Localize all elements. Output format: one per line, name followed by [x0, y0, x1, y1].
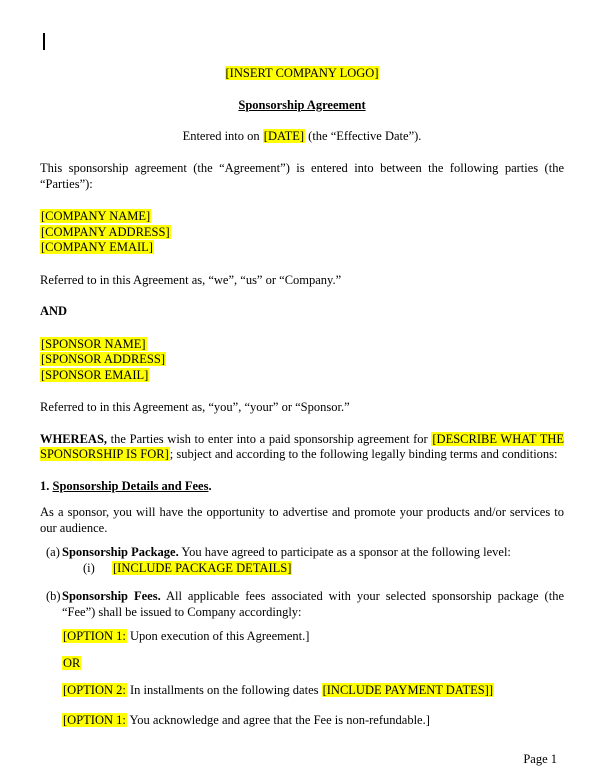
option-1-label-highlight[interactable]: [OPTION 1: — [63, 629, 126, 643]
option-2-label-highlight[interactable]: [OPTION 2: — [63, 683, 126, 697]
list-item-b-marker: (b) — [46, 589, 61, 603]
sponsor-address-line — [40, 352, 564, 368]
or-highlight[interactable]: OR — [63, 655, 81, 670]
list-item-a — [40, 545, 564, 576]
logo-placeholder-line — [40, 66, 564, 82]
logo-placeholder[interactable]: [INSERT COMPANY LOGO] — [225, 65, 379, 80]
effective-date-pre: Entered into on — [182, 128, 263, 143]
page-number-footer: Page 1 — [523, 752, 557, 766]
item-a-text: You have agreed to participate as a sponsor at the following level: — [178, 545, 511, 559]
and-separator: AND — [40, 304, 68, 318]
whereas-text-before: the Parties wish to enter into a paid sponsorship agreement for — [107, 431, 432, 446]
document-title-line — [40, 98, 564, 114]
text-cursor-caret — [43, 33, 45, 50]
payment-dates-placeholder[interactable]: [INCLUDE PAYMENT DATES]] — [322, 683, 493, 697]
option-3-text: You acknowledge and agree that the Fee is non-refundable.] — [126, 712, 430, 727]
option-2-text: In installments on the following dates — [126, 683, 322, 697]
payment-option-3 — [62, 713, 564, 729]
sponsor-name-placeholder[interactable]: [SPONSOR NAME] — [41, 336, 146, 351]
list-item-a-marker: (a) — [46, 545, 60, 559]
section-1-period: . — [208, 478, 212, 493]
describe-sponsorship-placeholder[interactable]: [DESCRIBE WHAT THE SPONSORSHIP IS FOR] — [40, 431, 564, 461]
option-1b-label-highlight[interactable]: [OPTION 1: — [63, 712, 126, 727]
caret-line — [40, 33, 564, 49]
option-1-text: Upon execution of this Agreement.] — [126, 629, 310, 643]
sponsor-email-placeholder[interactable]: [SPONSOR EMAIL] — [41, 367, 149, 382]
payment-option-or — [62, 656, 564, 672]
item-b-text: All applicable fees associated with your selected sponsorship package (the “Fee”) shall be issued to Company accordingly: — [62, 589, 564, 619]
company-email-placeholder[interactable]: [COMPANY EMAIL] — [41, 240, 153, 254]
whereas-text-after: ; subject and according to the following legally binding terms and conditions: — [169, 447, 558, 461]
whereas-paragraph — [40, 432, 564, 463]
section-1-intro: As a sponsor, you will have the opportunity to advertise and promote your products and/or services to our audience. — [40, 505, 564, 535]
package-details-placeholder[interactable]: [INCLUDE PACKAGE DETAILS] — [113, 560, 292, 575]
payment-option-2 — [62, 683, 564, 699]
company-email-line — [40, 240, 564, 256]
document-title: Sponsorship Agreement — [238, 98, 366, 112]
effective-date-line — [40, 129, 564, 145]
section-1-heading — [40, 479, 564, 495]
section-1-title: Sponsorship Details and Fees — [52, 478, 209, 493]
sponsor-reference: Referred to in this Agreement as, “you”, “your” or “Sponsor.” — [40, 400, 350, 414]
list-item-a-body — [62, 545, 564, 576]
item-b-bold-label: Sponsorship Fees. — [62, 589, 161, 603]
item-a-bold-label: Sponsorship Package. — [62, 545, 179, 559]
list-item-b — [40, 589, 564, 620]
list-item-b-text-line — [62, 589, 564, 620]
payment-option-1 — [62, 629, 564, 645]
sponsor-email-line — [40, 368, 564, 384]
list-item-b-body — [62, 589, 564, 620]
company-address-placeholder[interactable]: [COMPANY ADDRESS] — [41, 224, 170, 239]
sponsor-block — [40, 337, 564, 384]
list-item-a-text-line — [62, 545, 564, 561]
company-name-placeholder[interactable]: [COMPANY NAME] — [41, 209, 151, 223]
company-reference: Referred to in this Agreement as, “we”, “us” or “Company.” — [40, 272, 342, 287]
company-block — [40, 209, 564, 256]
date-placeholder[interactable]: [DATE] — [263, 128, 305, 143]
subitem-i-marker: (i) — [83, 560, 95, 575]
company-address-line — [40, 225, 564, 241]
sponsor-address-placeholder[interactable]: [SPONSOR ADDRESS] — [41, 352, 165, 366]
effective-date-post: (the “Effective Date”). — [305, 128, 422, 143]
whereas-keyword: WHEREAS, — [40, 431, 108, 446]
sponsor-name-line — [40, 337, 564, 353]
intro-paragraph: This sponsorship agreement (the “Agreement”) is entered into between the following parties (the “Parties”): — [40, 161, 564, 191]
list-subitem-i — [62, 561, 564, 577]
section-1-number: 1. — [40, 478, 53, 493]
company-name-line — [40, 209, 564, 225]
